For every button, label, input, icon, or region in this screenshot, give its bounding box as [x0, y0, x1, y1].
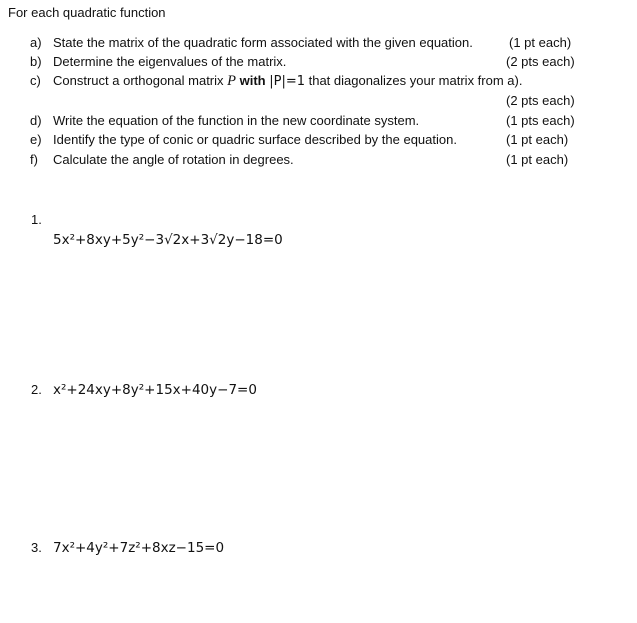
task-c-text [53, 73, 522, 90]
task-a-points: (1 pt each) [509, 35, 572, 50]
task-c-points: (2 pts each) [506, 93, 575, 108]
task-c-text-after: that diagonalizes your matrix from a). [304, 73, 523, 88]
task-f-letter: f) [30, 152, 38, 167]
task-c-with: with [236, 73, 270, 88]
task-d-text: Write the equation of the function in the new coordinate system. [53, 113, 420, 128]
task-b-points: (2 pts each) [506, 54, 575, 69]
task-d-points: (1 pts each) [506, 113, 575, 128]
task-f-text: Calculate the angle of rotation in degrees. [53, 152, 294, 167]
task-c-abs-det: |P|=1 [269, 74, 305, 89]
task-e-text: Identify the type of conic or quadric surface described by the equation. [53, 132, 457, 147]
problem-1-number: 1. [31, 212, 42, 227]
task-b-text: Determine the eigenvalues of the matrix. [53, 54, 287, 69]
task-d-letter: d) [30, 113, 42, 128]
page-heading: For each quadratic function [8, 5, 166, 20]
task-c-letter: c) [30, 73, 41, 88]
task-e-points: (1 pt each) [506, 132, 569, 147]
task-c-matrix-p: P [227, 73, 236, 89]
problem-3-number: 3. [31, 540, 42, 555]
problem-2-equation: x²+24xy+8y²+15x+40y−7=0 [53, 382, 257, 398]
task-e-letter: e) [30, 132, 42, 147]
task-a-letter: a) [30, 35, 42, 50]
task-c-text-before: Construct a orthogonal matrix [53, 73, 228, 88]
task-b-letter: b) [30, 54, 42, 69]
problem-1-equation: 5x²+8xy+5y²−3√2x+3√2y−18=0 [53, 232, 283, 248]
task-a-text: State the matrix of the quadratic form associated with the given equation. [53, 35, 473, 50]
task-f-points: (1 pt each) [506, 152, 569, 167]
problem-3-equation: 7x²+4y²+7z²+8xz−15=0 [53, 540, 225, 556]
problem-2-number: 2. [31, 382, 42, 397]
